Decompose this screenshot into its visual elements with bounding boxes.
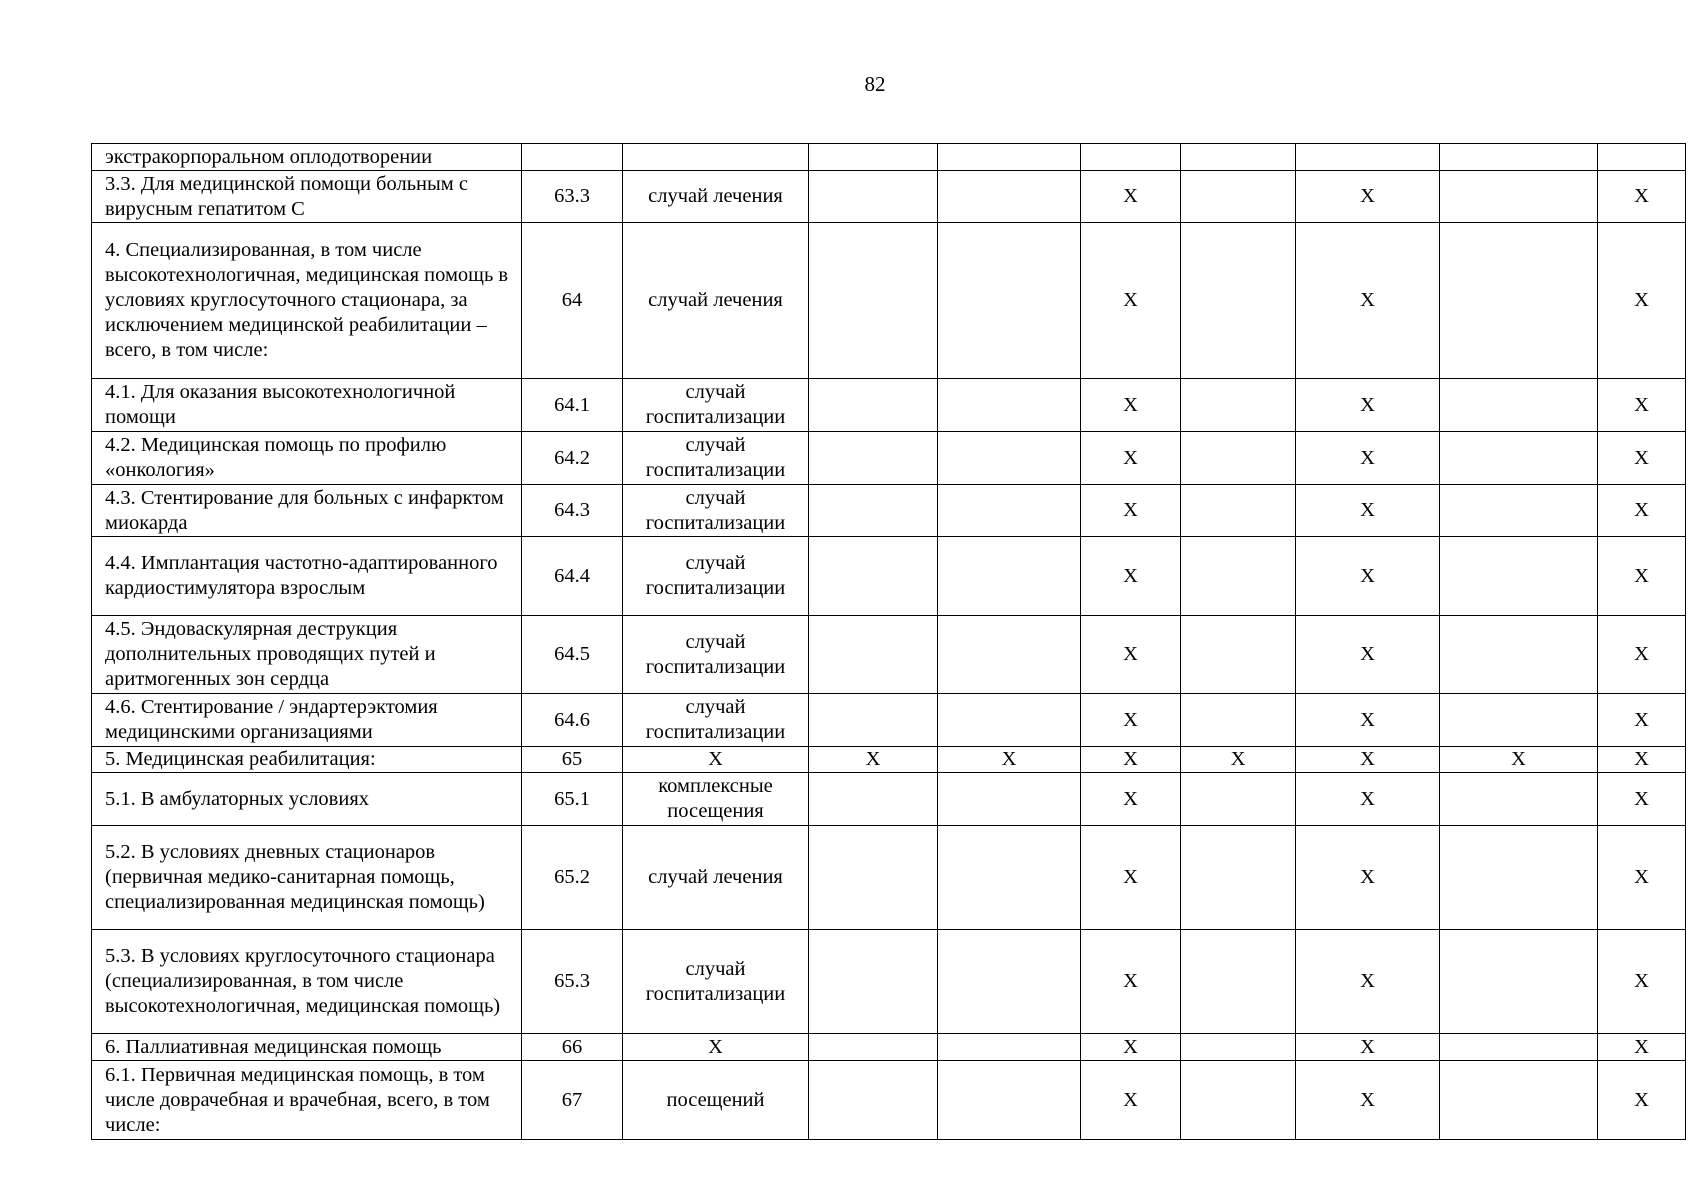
row-unit-cell: случай госпитализации <box>623 537 809 616</box>
row-value-cell: X <box>1296 223 1440 379</box>
row-value-cell: X <box>1081 223 1181 379</box>
row-value-cell: X <box>1598 747 1686 773</box>
table-row <box>92 694 1686 747</box>
row-value-cell <box>1440 379 1598 432</box>
row-unit-cell: случай госпитализации <box>623 694 809 747</box>
row-value-cell: X <box>1296 616 1440 694</box>
table-body <box>92 144 1686 1140</box>
row-code-cell: 67 <box>522 1061 623 1140</box>
row-code-cell: 64 <box>522 223 623 379</box>
row-code-cell: 63.3 <box>522 171 623 223</box>
row-unit-cell: случай госпитализации <box>623 379 809 432</box>
row-value-cell <box>938 826 1081 930</box>
row-value-cell <box>1440 144 1598 171</box>
row-unit-cell: комплексные посещения <box>623 773 809 826</box>
row-name-cell: экстракорпоральном оплодотворении <box>92 144 522 171</box>
row-value-cell <box>938 930 1081 1034</box>
row-code-cell: 65.3 <box>522 930 623 1034</box>
row-value-cell: X <box>1598 773 1686 826</box>
row-value-cell: X <box>1081 1034 1181 1061</box>
row-value-cell <box>1440 1061 1598 1140</box>
row-value-cell <box>809 223 938 379</box>
table-row <box>92 537 1686 616</box>
row-name-cell: 4.4. Имплантация частотно-адаптированного кардиостимулятора взрослым <box>92 537 522 616</box>
row-value-cell <box>809 537 938 616</box>
row-value-cell <box>1440 826 1598 930</box>
row-code-cell: 65.1 <box>522 773 623 826</box>
row-value-cell <box>938 144 1081 171</box>
row-value-cell <box>809 144 938 171</box>
row-value-cell <box>1181 432 1296 485</box>
row-value-cell: X <box>1598 616 1686 694</box>
row-value-cell <box>1440 773 1598 826</box>
row-unit-cell: случай лечения <box>623 171 809 223</box>
row-name-cell: 4. Специализированная, в том числе высокотехнологичная, медицинская помощь в условиях круглосуточного стационара, за исключением медицинской реабилитации – всего, в том числе: <box>92 223 522 379</box>
row-unit-cell: посещений <box>623 1061 809 1140</box>
table-row <box>92 379 1686 432</box>
row-value-cell: X <box>1296 485 1440 537</box>
row-value-cell: X <box>1598 171 1686 223</box>
row-value-cell <box>938 1034 1081 1061</box>
row-value-cell <box>1440 694 1598 747</box>
row-name-cell: 5.1. В амбулаторных условиях <box>92 773 522 826</box>
row-code-cell: 65 <box>522 747 623 773</box>
row-value-cell <box>809 930 938 1034</box>
row-value-cell: X <box>1296 1061 1440 1140</box>
row-name-cell: 6. Паллиативная медицинская помощь <box>92 1034 522 1061</box>
row-value-cell <box>809 432 938 485</box>
table-row <box>92 747 1686 773</box>
row-value-cell <box>1440 171 1598 223</box>
row-unit-cell: случай лечения <box>623 223 809 379</box>
row-value-cell: X <box>1296 432 1440 485</box>
row-value-cell: X <box>1296 1034 1440 1061</box>
row-code-cell <box>522 144 623 171</box>
row-value-cell <box>809 694 938 747</box>
table-row <box>92 1061 1686 1140</box>
row-value-cell: X <box>1598 537 1686 616</box>
row-name-cell: 4.3. Стентирование для больных с инфарктом миокарда <box>92 485 522 537</box>
row-unit-cell: случай лечения <box>623 826 809 930</box>
row-value-cell <box>809 379 938 432</box>
row-value-cell: X <box>1598 694 1686 747</box>
row-value-cell <box>809 616 938 694</box>
row-value-cell: X <box>1598 432 1686 485</box>
row-value-cell: X <box>1598 1034 1686 1061</box>
table-row <box>92 144 1686 171</box>
row-value-cell: X <box>938 747 1081 773</box>
page-number: 82 <box>864 72 886 96</box>
row-value-cell <box>1181 485 1296 537</box>
table-row <box>92 930 1686 1034</box>
row-value-cell <box>1440 616 1598 694</box>
row-name-cell: 5.2. В условиях дневных стационаров (первичная медико-санитарная помощь, специализированная медицинская помощь) <box>92 826 522 930</box>
row-name-cell: 4.5. Эндоваскулярная деструкция дополнительных проводящих путей и аритмогенных зон сердца <box>92 616 522 694</box>
row-value-cell: X <box>809 747 938 773</box>
row-value-cell: X <box>1598 826 1686 930</box>
row-value-cell <box>938 616 1081 694</box>
row-value-cell <box>1181 379 1296 432</box>
row-value-cell <box>809 485 938 537</box>
row-value-cell <box>938 171 1081 223</box>
row-value-cell <box>1181 1034 1296 1061</box>
row-value-cell: X <box>1081 773 1181 826</box>
table-row <box>92 432 1686 485</box>
row-code-cell: 64.2 <box>522 432 623 485</box>
row-value-cell: X <box>1598 379 1686 432</box>
table-row <box>92 773 1686 826</box>
row-value-cell: X <box>1296 379 1440 432</box>
row-value-cell: X <box>1296 773 1440 826</box>
row-value-cell <box>938 485 1081 537</box>
table-row <box>92 485 1686 537</box>
row-code-cell: 64.1 <box>522 379 623 432</box>
row-unit-cell: случай госпитализации <box>623 485 809 537</box>
row-value-cell: X <box>1296 826 1440 930</box>
table-row <box>92 171 1686 223</box>
row-value-cell <box>1440 485 1598 537</box>
row-value-cell <box>1181 171 1296 223</box>
row-value-cell: X <box>1081 930 1181 1034</box>
table-row <box>92 1034 1686 1061</box>
row-value-cell <box>1440 223 1598 379</box>
row-value-cell: X <box>1081 616 1181 694</box>
row-name-cell: 3.3. Для медицинской помощи больным с вирусным гепатитом С <box>92 171 522 223</box>
row-value-cell <box>1440 537 1598 616</box>
row-value-cell <box>1598 144 1686 171</box>
row-value-cell <box>938 773 1081 826</box>
row-value-cell: X <box>1081 485 1181 537</box>
row-unit-cell: X <box>623 1034 809 1061</box>
row-unit-cell: случай госпитализации <box>623 616 809 694</box>
row-code-cell: 64.6 <box>522 694 623 747</box>
row-unit-cell: случай госпитализации <box>623 930 809 1034</box>
data-table <box>91 143 1686 1140</box>
row-value-cell: X <box>1081 432 1181 485</box>
row-value-cell: X <box>1081 379 1181 432</box>
row-value-cell: X <box>1296 747 1440 773</box>
row-code-cell: 65.2 <box>522 826 623 930</box>
row-value-cell <box>1440 930 1598 1034</box>
row-value-cell <box>809 773 938 826</box>
row-value-cell <box>938 432 1081 485</box>
row-unit-cell <box>623 144 809 171</box>
row-value-cell: X <box>1598 1061 1686 1140</box>
row-value-cell: X <box>1296 930 1440 1034</box>
row-value-cell <box>1181 930 1296 1034</box>
row-value-cell <box>1296 144 1440 171</box>
table-row <box>92 616 1686 694</box>
row-value-cell: X <box>1440 747 1598 773</box>
row-value-cell <box>938 537 1081 616</box>
row-value-cell <box>1181 144 1296 171</box>
row-unit-cell: случай госпитализации <box>623 432 809 485</box>
row-value-cell: X <box>1296 694 1440 747</box>
row-name-cell: 6.1. Первичная медицинская помощь, в том числе доврачебная и врачебная, всего, в том числе: <box>92 1061 522 1140</box>
row-value-cell <box>1181 826 1296 930</box>
row-value-cell <box>938 379 1081 432</box>
row-value-cell <box>1181 694 1296 747</box>
row-code-cell: 64.3 <box>522 485 623 537</box>
row-value-cell <box>1181 1061 1296 1140</box>
table-row <box>92 223 1686 379</box>
row-value-cell: X <box>1081 694 1181 747</box>
row-value-cell: X <box>1081 537 1181 616</box>
row-value-cell <box>809 826 938 930</box>
row-name-cell: 4.1. Для оказания высокотехнологичной помощи <box>92 379 522 432</box>
row-value-cell <box>1081 144 1181 171</box>
row-value-cell <box>1181 223 1296 379</box>
row-value-cell <box>1181 537 1296 616</box>
row-value-cell <box>1181 616 1296 694</box>
row-value-cell: X <box>1081 826 1181 930</box>
row-name-cell: 5.3. В условиях круглосуточного стационара (специализированная, в том числе высокотехнологичная, медицинская помощь) <box>92 930 522 1034</box>
row-value-cell <box>1440 1034 1598 1061</box>
row-value-cell <box>938 223 1081 379</box>
row-name-cell: 4.6. Стентирование / эндартерэктомия медицинскими организациями <box>92 694 522 747</box>
row-value-cell <box>1181 773 1296 826</box>
row-value-cell <box>809 1061 938 1140</box>
table-row <box>92 826 1686 930</box>
row-unit-cell: X <box>623 747 809 773</box>
row-name-cell: 4.2. Медицинская помощь по профилю «онкология» <box>92 432 522 485</box>
row-value-cell: X <box>1296 171 1440 223</box>
row-value-cell: X <box>1598 223 1686 379</box>
row-value-cell <box>938 1061 1081 1140</box>
row-value-cell: X <box>1598 930 1686 1034</box>
row-name-cell: 5. Медицинская реабилитация: <box>92 747 522 773</box>
row-value-cell: X <box>1598 485 1686 537</box>
row-value-cell <box>809 1034 938 1061</box>
row-code-cell: 64.5 <box>522 616 623 694</box>
row-value-cell: X <box>1181 747 1296 773</box>
row-value-cell: X <box>1081 1061 1181 1140</box>
row-code-cell: 66 <box>522 1034 623 1061</box>
row-value-cell: X <box>1081 747 1181 773</box>
row-value-cell: X <box>1081 171 1181 223</box>
row-value-cell: X <box>1296 537 1440 616</box>
row-value-cell <box>809 171 938 223</box>
row-code-cell: 64.4 <box>522 537 623 616</box>
row-value-cell <box>938 694 1081 747</box>
row-value-cell <box>1440 432 1598 485</box>
